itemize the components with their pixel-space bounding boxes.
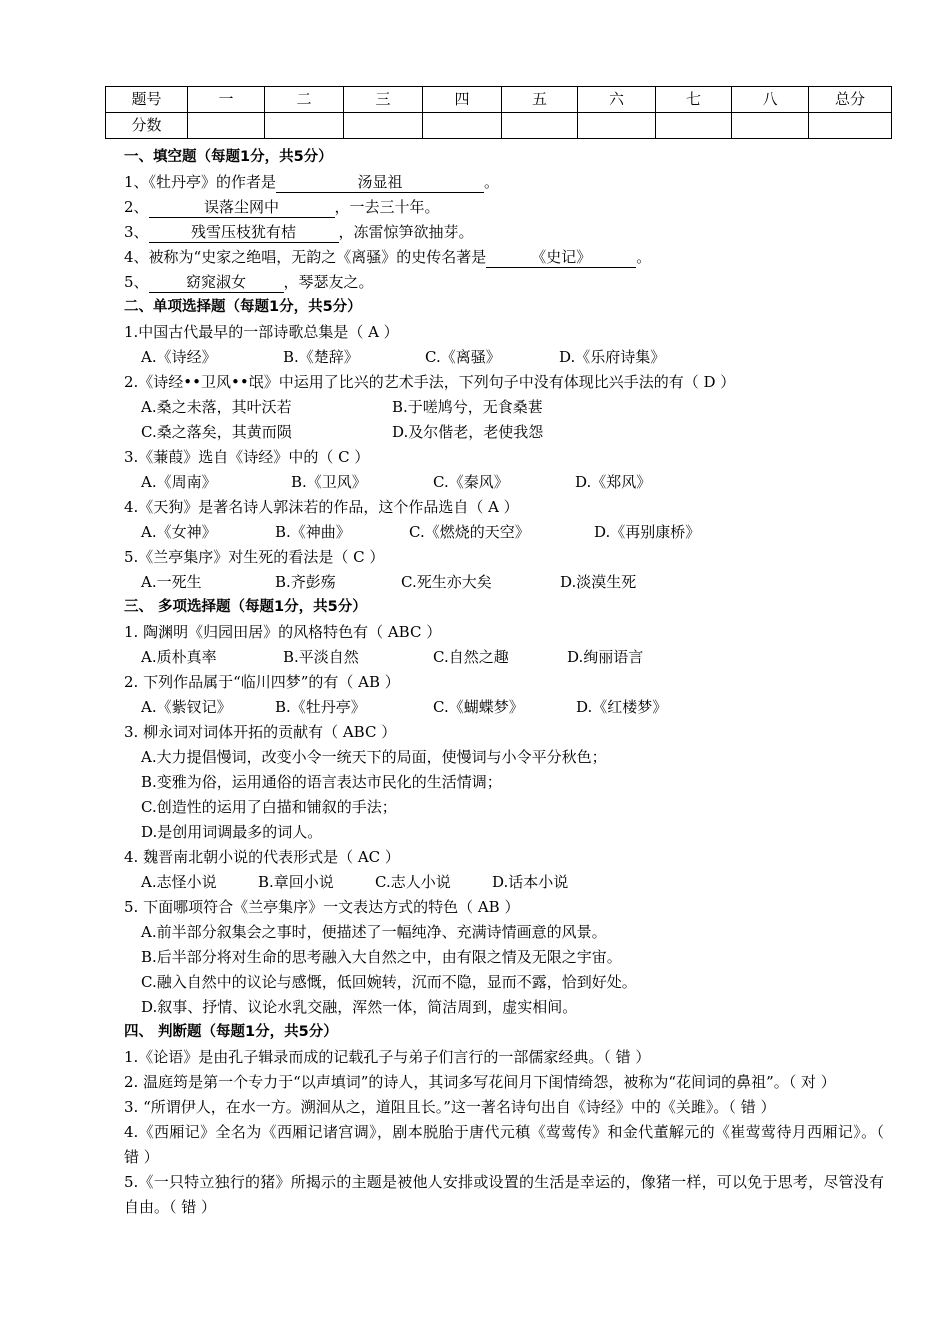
- question-text: 。: [484, 173, 500, 191]
- score-cell[interactable]: [265, 113, 344, 139]
- score-table: [105, 86, 892, 139]
- options-row: [124, 470, 884, 495]
- option: A.《诗经》: [141, 348, 217, 366]
- options-row: [124, 520, 884, 545]
- question: [124, 220, 884, 245]
- question-text: ，冻雷惊笋欲抽芽。: [338, 223, 474, 241]
- question-stem: 5. 下面哪项符合《兰亭集序》一文表达方式的特色（ AB ）: [124, 898, 520, 916]
- option: B.《神曲》: [275, 523, 351, 541]
- option: A.《女神》: [141, 523, 217, 541]
- question: [124, 270, 884, 295]
- question-text: 2、: [124, 198, 149, 216]
- table-header-cell: 八: [732, 87, 809, 113]
- judgement-question: 5.《一只特立独行的猪》所揭示的主题是被他人安排或设置的生活是幸运的，像猪一样，可以免于思考，尽管没有自由。（ 错 ）: [124, 1173, 884, 1216]
- option: C.桑之落矣，其黄而陨: [141, 423, 292, 441]
- question-text: 3、: [124, 223, 149, 241]
- question-stem: 4. 魏晋南北朝小说的代表形式是（ AC ）: [124, 848, 400, 866]
- options-row: [124, 420, 884, 445]
- option: A.桑之未落，其叶沃若: [141, 398, 292, 416]
- option: D.绚丽语言: [567, 648, 644, 666]
- question-stem: 1.中国古代最早的一部诗歌总集是（ A ）: [124, 323, 399, 341]
- option: D.《乐府诗集》: [559, 348, 666, 366]
- option: C.死生亦大矣: [401, 573, 492, 591]
- exam-content: [124, 145, 884, 1220]
- option: B.《牡丹亭》: [275, 698, 366, 716]
- judgement-question: 4.《西厢记》全名为《西厢记诸宫调》，剧本脱胎于唐代元稹《莺莺传》和金代董解元的《崔莺莺待月西厢记》。（ 错 ）: [124, 1123, 884, 1166]
- option: B.变雅为俗，运用通俗的语言表达市民化的生活情调；: [141, 773, 502, 791]
- option: B.《卫风》: [291, 473, 367, 491]
- option: D.淡漠生死: [560, 573, 637, 591]
- score-table-header-row: [106, 87, 892, 113]
- answer-blank: 《史记》: [486, 247, 636, 268]
- option: D.《红楼梦》: [576, 698, 668, 716]
- options-row: [124, 395, 884, 420]
- option: B.后半部分将对生命的思考融入大自然之中，由有限之情及无限之宇宙。: [141, 948, 622, 966]
- options-row: [124, 570, 884, 595]
- score-table-score-row: [106, 113, 892, 139]
- score-cell[interactable]: [732, 113, 809, 139]
- option: B.平淡自然: [283, 648, 359, 666]
- option: D.叙事、抒情、议论水乳交融，浑然一体，简洁周到，虚实相间。: [141, 998, 578, 1016]
- option: B.《楚辞》: [283, 348, 359, 366]
- section-title-true-false: 四、 判断题（每题1分，共5分）: [124, 1024, 338, 1040]
- score-cell[interactable]: [656, 113, 732, 139]
- table-header-cell: 五: [502, 87, 578, 113]
- question-stem: 3. 柳永词对词体开拓的贡献有（ ABC ）: [124, 723, 397, 741]
- option: C.创造性的运用了白描和铺叙的手法；: [141, 798, 397, 816]
- option: A.前半部分叙集会之事时，便描述了一幅纯净、充满诗情画意的风景。: [141, 923, 607, 941]
- table-header-cell: 七: [656, 87, 732, 113]
- table-header-cell: 题号: [106, 87, 188, 113]
- answer-blank: 汤显祖: [276, 172, 484, 193]
- section-title-fill-blank: 一、填空题（每题1分，共5分）: [124, 149, 333, 165]
- table-header-cell: 四: [423, 87, 502, 113]
- score-cell[interactable]: [344, 113, 423, 139]
- section-title-single-choice: 二、单项选择题（每题1分，共5分）: [124, 299, 362, 315]
- options-row: [124, 870, 884, 895]
- option: B.于嗟鸠兮，无食桑葚: [392, 398, 543, 416]
- option: D.《郑风》: [575, 473, 652, 491]
- question-stem: 2.《诗经••卫风••氓》中运用了比兴的艺术手法，下列句子中没有体现比兴手法的有（ D ）: [124, 373, 736, 391]
- option: D.及尔偕老，老使我怨: [392, 423, 544, 441]
- option: C.自然之趣: [433, 648, 509, 666]
- table-header-cell: 一: [188, 87, 265, 113]
- score-cell[interactable]: [809, 113, 892, 139]
- option: C.《离骚》: [425, 348, 501, 366]
- option: A.志怪小说: [141, 873, 217, 891]
- option: A.一死生: [141, 573, 202, 591]
- options-row: [124, 645, 884, 670]
- score-cell[interactable]: [578, 113, 656, 139]
- question-text: ，一去三十年。: [334, 198, 440, 216]
- question: [124, 170, 884, 195]
- option: D.话本小说: [492, 873, 569, 891]
- options-row: [124, 695, 884, 720]
- question-text: 5、: [124, 273, 149, 291]
- question: [124, 195, 884, 220]
- question-text: 。: [636, 248, 652, 266]
- option: A.《周南》: [141, 473, 217, 491]
- option: D.是创用词调最多的词人。: [141, 823, 323, 841]
- option: D.《再别康桥》: [594, 523, 701, 541]
- score-cell[interactable]: [423, 113, 502, 139]
- question-text: ，琴瑟友之。: [283, 273, 374, 291]
- question-stem: 3.《蒹葭》选自《诗经》中的（ C ）: [124, 448, 370, 466]
- option: B.齐彭殇: [275, 573, 336, 591]
- judgement-question: 2. 温庭筠是第一个专力于“以声填词”的诗人，其词多写花间月下闺情绮怨，被称为“花间词的鼻祖”。（ 对 ）: [124, 1073, 836, 1091]
- judgement-question: 1.《论语》是由孔子辑录而成的记载孔子与弟子们言行的一部儒家经典。（ 错 ）: [124, 1048, 651, 1066]
- question-text: 1、《牡丹亭》的作者是: [124, 173, 277, 191]
- section-title-multiple-choice: 三、 多项选择题（每题1分，共5分）: [124, 599, 367, 615]
- answer-blank: 窈窕淑女: [149, 272, 284, 293]
- option: B.章回小说: [258, 873, 334, 891]
- score-cell[interactable]: [502, 113, 578, 139]
- table-header-cell: 三: [344, 87, 423, 113]
- question-stem: 2. 下列作品属于“临川四梦”的有（ AB ）: [124, 673, 400, 691]
- table-header-cell: 六: [578, 87, 656, 113]
- option: A.《紫钗记》: [141, 698, 232, 716]
- option: A.大力提倡慢词，改变小令一统天下的局面，使慢词与小令平分秋色；: [141, 748, 607, 766]
- question-text: 4、被称为“史家之绝唱，无韵之《离骚》的史传名著是: [124, 248, 487, 266]
- table-header-cell: 总分: [809, 87, 892, 113]
- option: A.质朴真率: [141, 648, 217, 666]
- question: [124, 245, 884, 270]
- judgement-question: 3. “所谓伊人，在水一方。溯洄从之，道阻且长。”这一著名诗句出自《诗经》中的《关雎》。（ 错 ）: [124, 1098, 776, 1116]
- option: C.《蝴蝶梦》: [433, 698, 524, 716]
- answer-blank: 误落尘网中: [149, 197, 335, 218]
- table-header-cell: 二: [265, 87, 344, 113]
- options-row: [124, 345, 884, 370]
- option: C.志人小说: [375, 873, 451, 891]
- question-stem: 4.《天狗》是著名诗人郭沫若的作品，这个作品选自（ A ）: [124, 498, 519, 516]
- score-row-label: 分数: [106, 113, 188, 139]
- question-stem: 1. 陶渊明《归园田居》的风格特色有（ ABC ）: [124, 623, 442, 641]
- answer-blank: 残雪压枝犹有桔: [149, 222, 339, 243]
- option: C.融入自然中的议论与感慨，低回婉转，沉而不隐，显而不露，恰到好处。: [141, 973, 637, 991]
- option: C.《秦风》: [433, 473, 509, 491]
- score-cell[interactable]: [188, 113, 265, 139]
- option: C.《燃烧的天空》: [409, 523, 530, 541]
- question-stem: 5.《兰亭集序》对生死的看法是（ C ）: [124, 548, 385, 566]
